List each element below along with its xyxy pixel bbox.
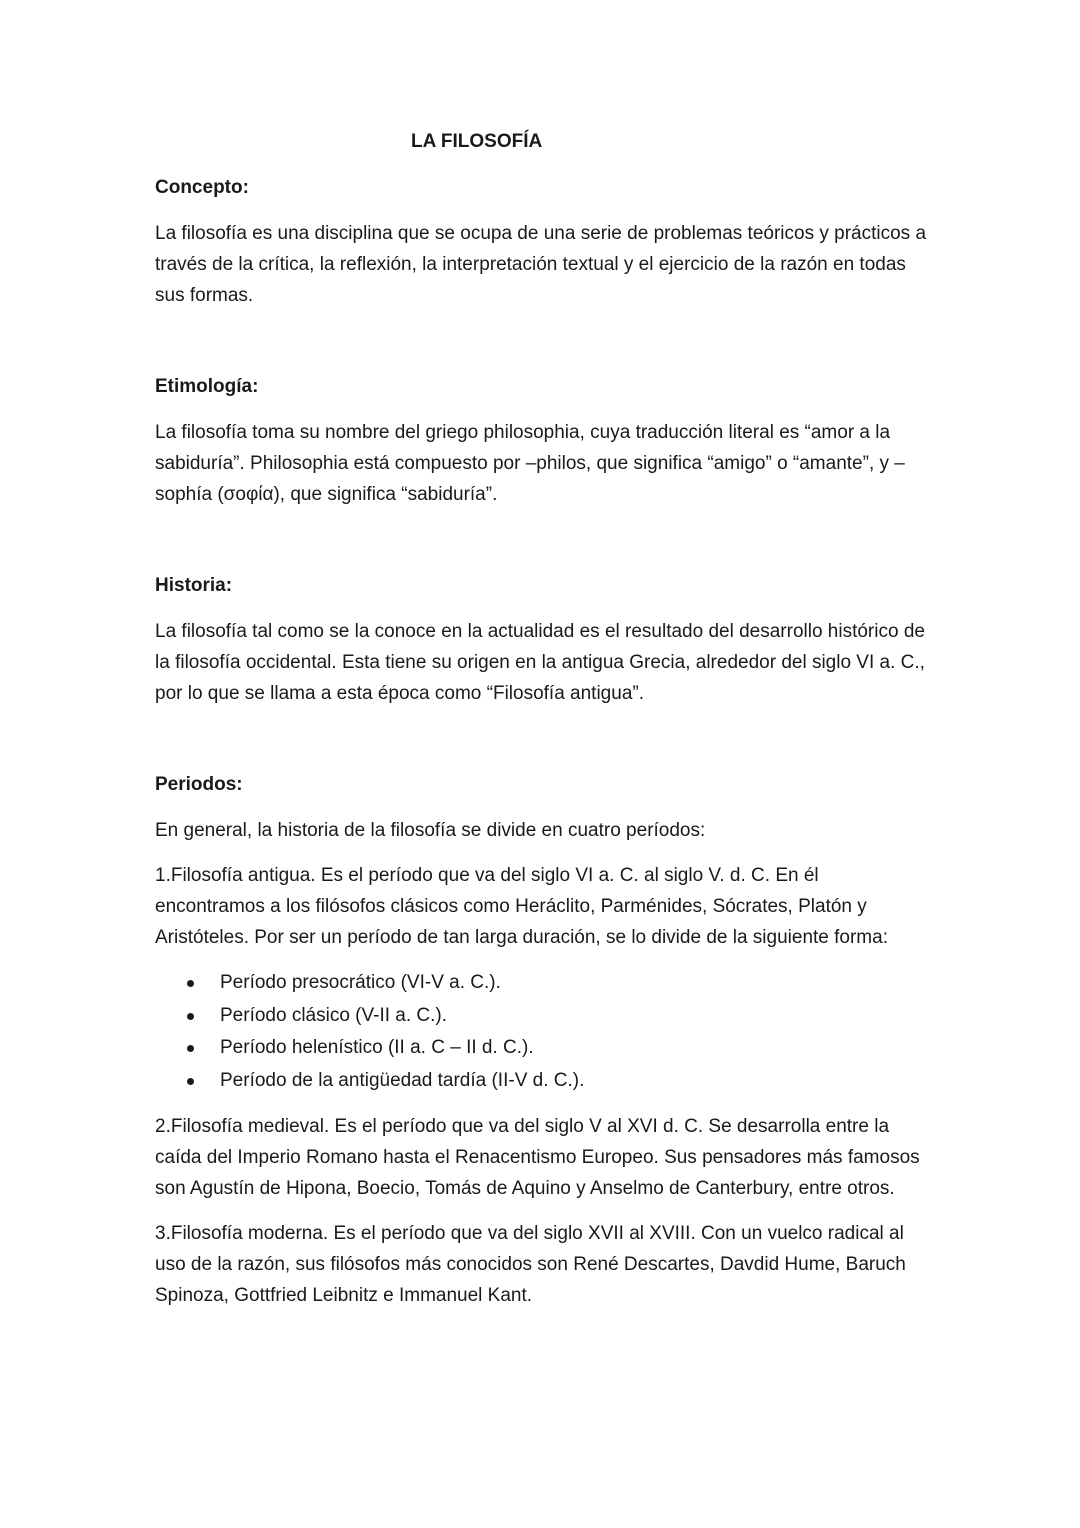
bullet-icon — [187, 980, 194, 987]
list-item — [155, 1032, 930, 1065]
list-item-text: Período presocrático (VI-V a. C.). — [220, 972, 501, 993]
list-item — [155, 1000, 930, 1033]
section-heading-etimologia: Etimología: — [155, 376, 259, 397]
spacer — [155, 325, 930, 371]
section-heading-concepto: Concepto: — [155, 177, 249, 198]
paragraph-concepto: La filosofía es una disciplina que se ocupa de una serie de problemas teóricos y prácticos a través de la crítica, la reflexión, la interpretación textual y el ejercicio de la razón en todas sus formas. — [155, 223, 927, 306]
paragraph-historia: La filosofía tal como se la conoce en la actualidad es el resultado del desarrollo histórico de la filosofía occidental. Esta tiene su origen en la antigua Grecia, alrededor del siglo VI a. C., por lo que se llama a esta época como “Filosofía antigua”. — [155, 621, 925, 704]
spacer — [155, 524, 930, 570]
bullet-icon — [187, 1045, 194, 1052]
list-item-text: Período helenístico (II a. C – II d. C.). — [220, 1037, 534, 1058]
document-title: LA FILOSOFÍA — [411, 131, 543, 152]
section-heading-periodos: Periodos: — [155, 774, 243, 795]
paragraph-filosofia-antigua: 1.Filosofía antigua. Es el período que va del siglo VI a. C. al siglo V. d. C. En él encontramos a los filósofos clásicos como Heráclito, Parménides, Sócrates, Platón y Aristóteles. Por ser un período de tan larga duración, se lo divide de la siguiente forma: — [155, 865, 888, 948]
paragraph-filosofia-moderna: 3.Filosofía moderna. Es el período que va del siglo XVII al XVIII. Con un vuelco radical al uso de la razón, sus filósofos más conocidos son René Descartes, Davdid Hume, Baruch Spinoza, Gottfried Leibnitz e Immanuel Kant. — [155, 1223, 906, 1306]
paragraph-etimologia: La filosofía toma su nombre del griego philosophia, cuya traducción literal es “amor a la sabiduría”. Philosophia está compuesto por –philos, que significa “amigo” o “amante”, y –sophía (σοφία), que significa “sabiduría”. — [155, 422, 905, 505]
section-heading-historia: Historia: — [155, 575, 233, 596]
bullet-icon — [187, 1013, 194, 1020]
spacer — [155, 723, 930, 769]
document-body — [155, 126, 930, 1325]
list-item — [155, 967, 930, 1000]
paragraph-filosofia-medieval: 2.Filosofía medieval. Es el período que va del siglo V al XVI d. C. Se desarrolla entre la caída del Imperio Romano hasta el Renacentismo Europeo. Sus pensadores más famosos son Agustín de Hipona, Boecio, Tomás de Aquino y Anselmo de Canterbury, entre otros. — [155, 1116, 920, 1199]
paragraph-periodos-intro: En general, la historia de la filosofía se divide en cuatro períodos: — [155, 820, 706, 841]
bullet-icon — [187, 1078, 194, 1085]
list-item-text: Período clásico (V-II a. C.). — [220, 1004, 448, 1026]
bullet-list-periodos-antiguos — [155, 967, 930, 1097]
list-item — [155, 1065, 930, 1098]
list-item-text: Período de la antigüedad tardía (II-V d. C.). — [220, 1069, 585, 1091]
